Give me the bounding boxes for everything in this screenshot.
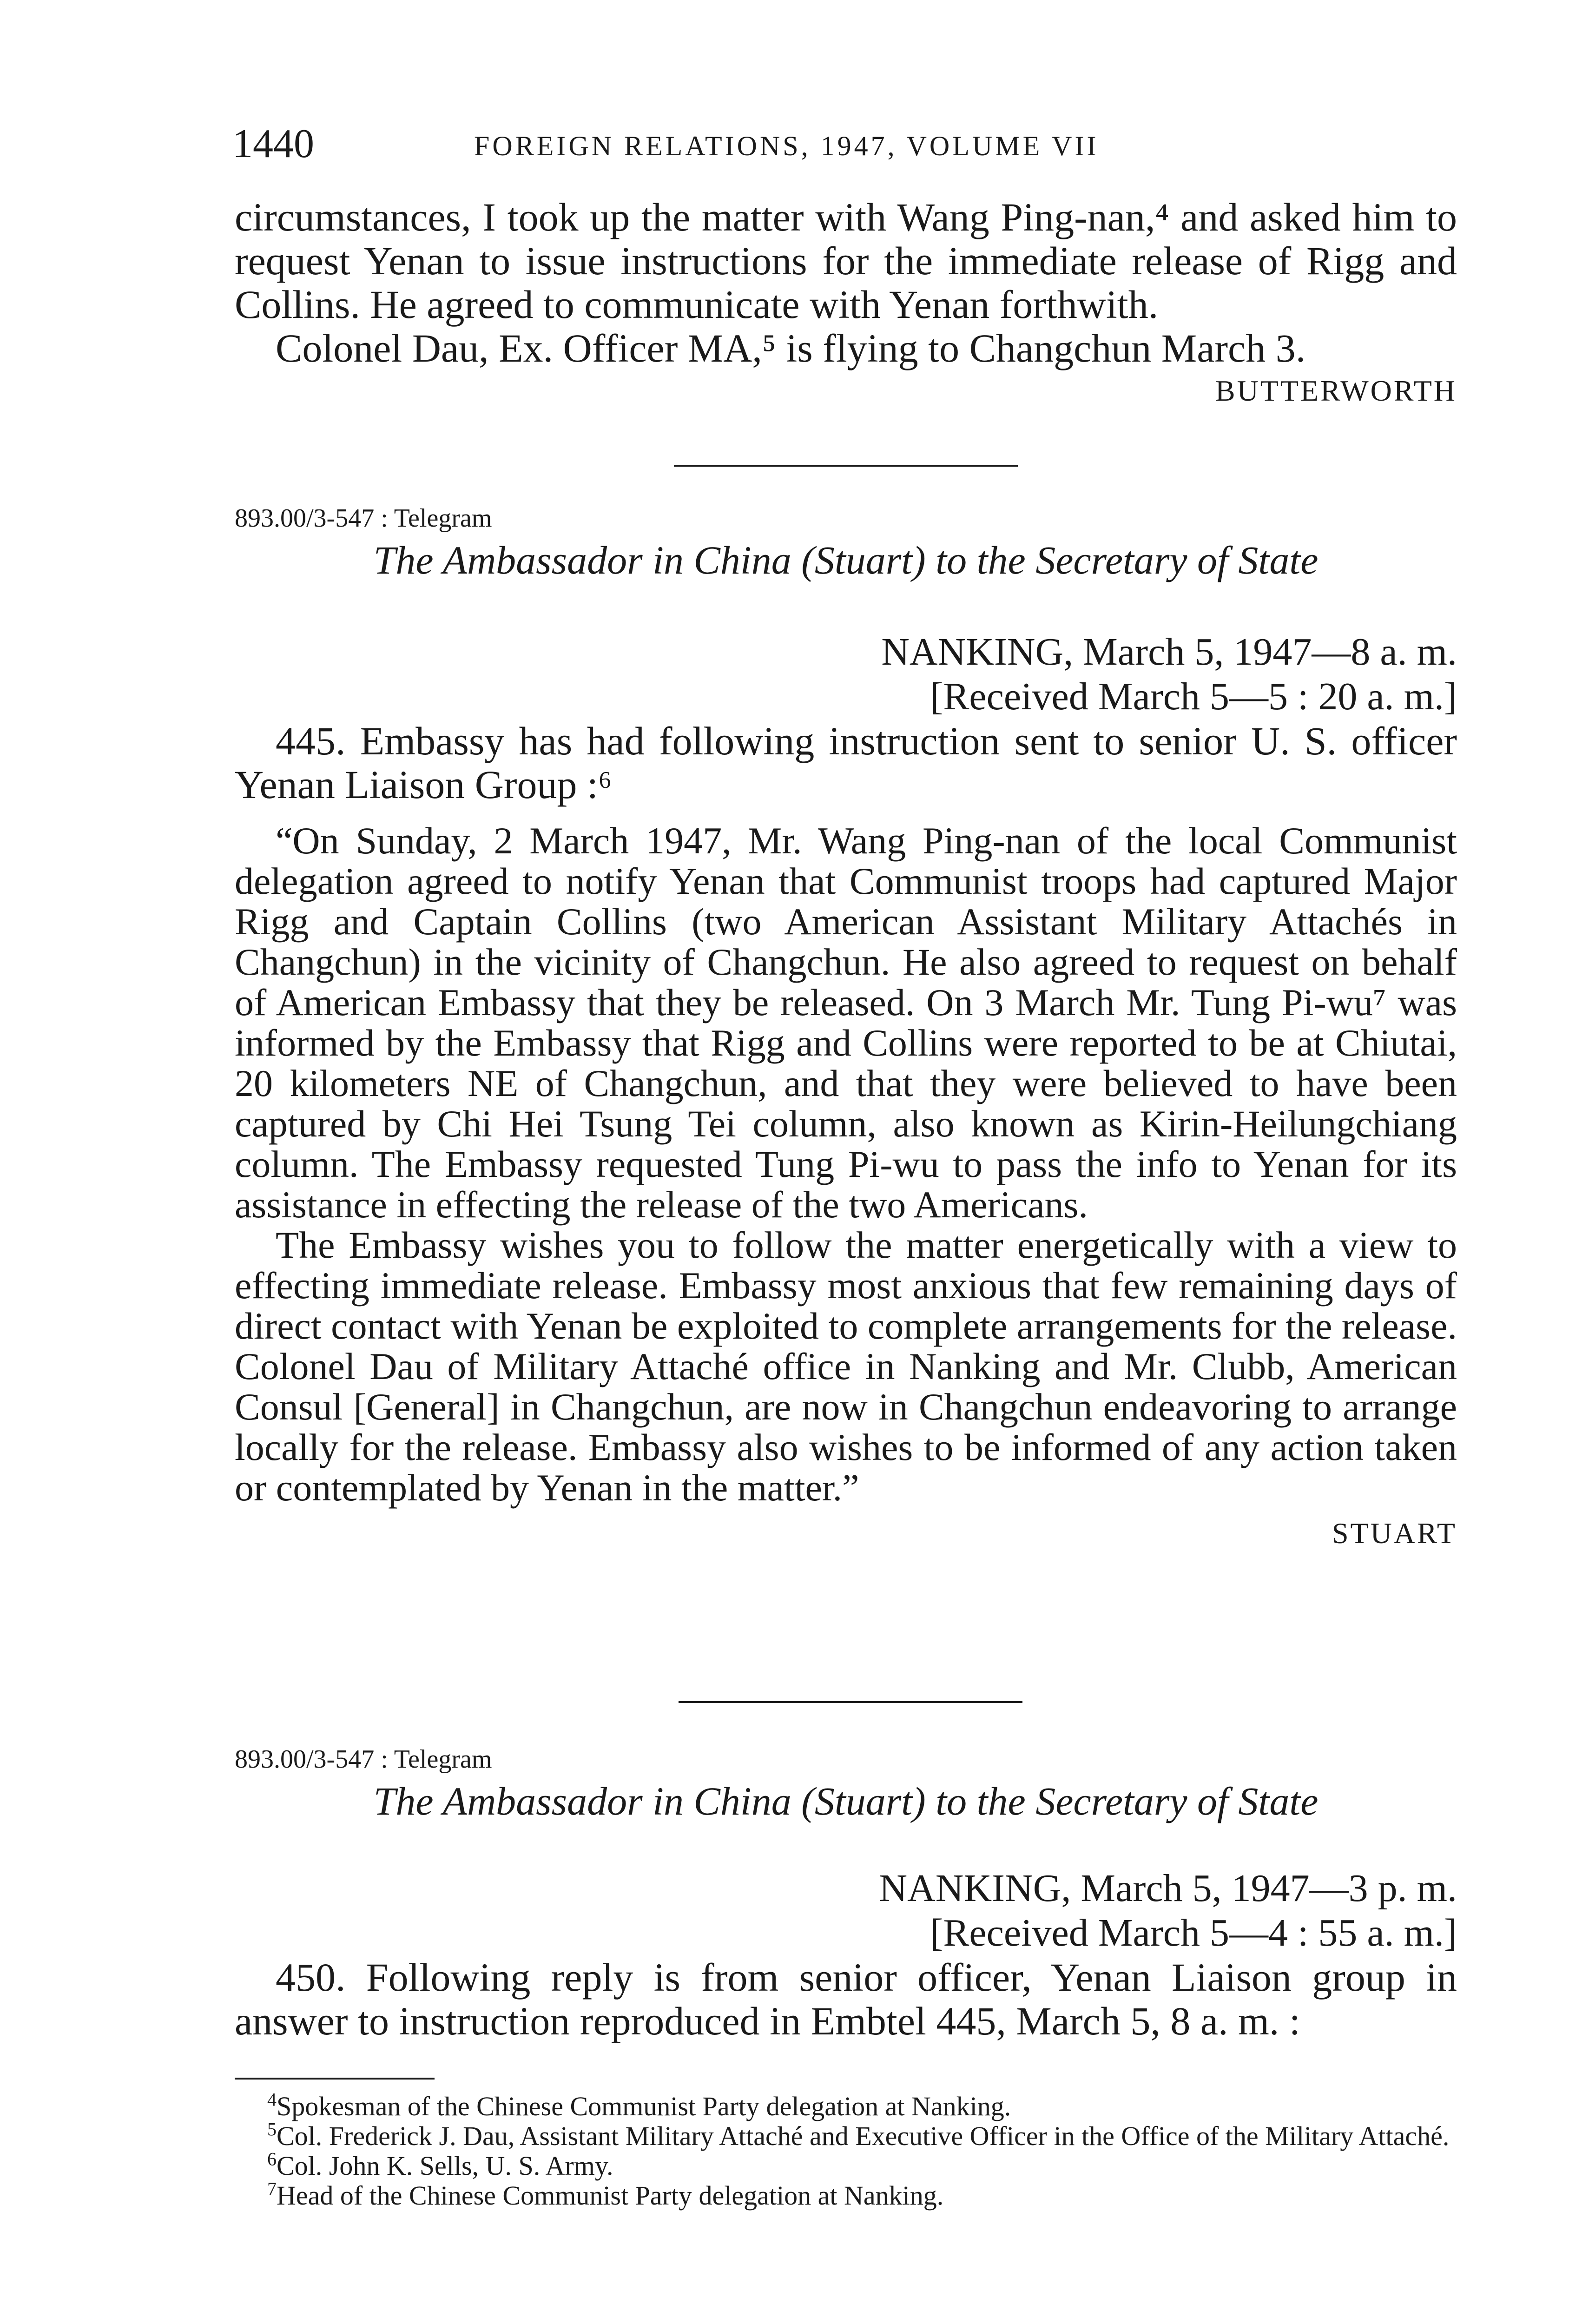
header-title: FOREIGN RELATIONS, 1947, VOLUME VII (474, 131, 1099, 161)
dateline: NANKING, March 5, 1947—3 p. m. (879, 1867, 1457, 1910)
page-number: 1440 (232, 121, 314, 166)
footnote-text: Head of the Chinese Communist Party delegation at Nanking. (277, 2180, 944, 2211)
quoted-paragraph-1: “On Sunday, 2 March 1947, Mr. Wang Ping-nan of the local Communist delegation agreed to notify Yenan that Communist troops had captured Major Rigg and Captain Collins (two American Assistant Military Attachés in Changchun) in the vicinity of Changchun. He also agreed to request on behalf of American Embassy that they be released. On 3 March Mr. Tung Pi-wu⁷ was informed by the Embassy that Rigg and Collins were reported to be at Chiutai, 20 kilometers NE of Changchun, and that they were believed to have been captured by Chi Hei Tsung Tei column, also known as Kirin-Heilungchiang column. The Embassy requested Tung Pi-wu to pass the info to Yenan for its assistance in effecting the release of the two Americans. (235, 819, 1457, 1226)
footnote-text: Col. Frederick J. Dau, Assistant Military Attaché and Executive Officer in the Office of the Military Attaché. (277, 2121, 1450, 2151)
footnote-mark: 5 (267, 2119, 277, 2140)
footnote-7 (235, 2178, 1457, 2211)
continuation-section (235, 195, 1457, 412)
document-445 (235, 500, 1457, 1554)
received-line: [Received March 5—5 : 20 a. m.] (930, 675, 1457, 718)
footnote-5 (235, 2121, 1457, 2151)
footnote-text: Spokesman of the Chinese Communist Party delegation at Nanking. (277, 2091, 1011, 2121)
signature-stuart: STUART (1332, 1517, 1457, 1550)
footnote-mark: 7 (267, 2178, 277, 2199)
footnote-text: Col. John K. Sells, U. S. Army. (277, 2151, 613, 2181)
document-title: The Ambassador in China (Stuart) to the Secretary of State (373, 538, 1318, 582)
dateline: NANKING, March 5, 1947—8 a. m. (881, 630, 1457, 673)
footnote-6 (235, 2148, 1457, 2181)
telegram-opening: 445. Embassy has had following instruction sent to senior U. S. officer Yenan Liaison Group :⁶ (235, 719, 1457, 807)
continuation-paragraph-2: Colonel Dau, Ex. Officer MA,⁵ is flying to Changchun March 3. (276, 326, 1306, 370)
received-line: [Received March 5—4 : 55 a. m.] (930, 1911, 1457, 1954)
footnote-mark: 4 (267, 2089, 277, 2110)
section-divider-2 (679, 1701, 1022, 1703)
telegram-opening: 450. Following reply is from senior officer, Yenan Liaison group in answer to instruction reproduced in Embtel 445, March 5, 8 a. m. : (235, 1955, 1457, 2043)
document-450 (235, 1741, 1457, 2043)
signature-butterworth: BUTTERWORTH (1215, 374, 1457, 407)
document-title: The Ambassador in China (Stuart) to the Secretary of State (373, 1779, 1318, 1823)
footnote-rule (235, 2078, 435, 2080)
file-reference: 893.00/3-547 : Telegram (235, 1745, 492, 1774)
section-divider (674, 465, 1018, 467)
footnotes (235, 2089, 1457, 2211)
running-head (232, 119, 1459, 170)
continuation-paragraph: circumstances, I took up the matter with Wang Ping-nan,⁴ and asked him to request Yenan to issue instructions for the immediate release of Rigg and Collins. He agreed to communicate with Yenan forthwith. (235, 195, 1457, 327)
footnote-mark: 6 (267, 2148, 277, 2170)
file-reference: 893.00/3-547 : Telegram (235, 504, 492, 533)
footnote-4 (235, 2089, 1457, 2121)
quoted-paragraph-2: The Embassy wishes you to follow the matter energetically with a view to effecting immediate release. Embassy most anxious that few remaining days of direct contact with Yenan be exploited to complete arrangements for the release. Colonel Dau of Military Attaché office in Nanking and Mr. Clubb, American Consul [General] in Changchun, are now in Changchun endeavoring to arrange locally for the release. Embassy also wishes to be informed of any action taken or contemplated by Yenan in the matter.” (235, 1224, 1457, 1509)
